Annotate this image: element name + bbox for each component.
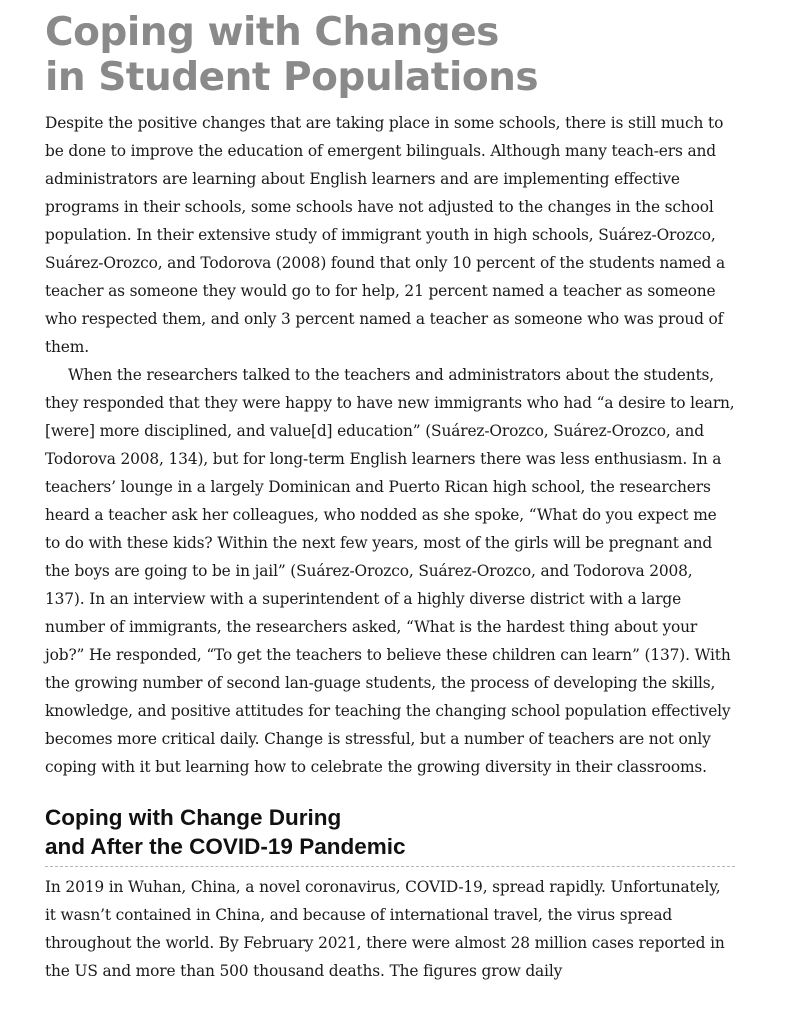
page-title: [45, 10, 735, 100]
page-content: [45, 10, 735, 985]
section-heading: [45, 803, 735, 867]
page-title-line-2: in Student Populations: [45, 55, 539, 100]
section-heading-line-2: and After the COVID-19 Pandemic: [45, 834, 406, 859]
section-paragraph: In 2019 in Wuhan, China, a novel coronavirus, COVID-19, spread rapidly. Unfortunately, it wasn’t contained in China, and because of international travel, the virus spread throughout the world. By February 2021, there were almost 28 million cases reported in the US and more than 500 thousand deaths. The figures grow daily: [45, 878, 725, 980]
body-paragraph-2: When the researchers talked to the teachers and administrators about the students, they responded that they were happy to have new immigrants who had “a desire to learn, [were] more disciplined, and value[d] education” (Suárez-Orozco, Suárez-Orozco, and Todorova 2008, 134), but for long-term English learners there was less enthusiasm. In a teachers’ lounge in a largely Dominican and Puerto Rican high school, the researchers heard a teacher ask her colleagues, who nodded as she spoke, “What do you expect me to do with these kids? Within the next few years, most of the girls will be pregnant and the boys are going to be in jail” (Suárez-Orozco, Suárez-Orozco, and Todorova 2008, 137). In an interview with a superintendent of a highly diverse district with a large number of immigrants, the researchers asked, “What is the hardest thing about your job?” He responded, “To get the teachers to believe these children can learn” (137). With the growing number of second lan-guage students, the process of developing the skills, knowledge, and positive attitudes for teaching the changing school population effectively becomes more critical daily. Change is stressful, but a number of teachers are not only coping with it but learning how to celebrate the growing diversity in their classrooms.: [45, 366, 735, 776]
body-paragraph-1: Despite the positive changes that are taking place in some schools, there is still much to be done to improve the education of emergent bilinguals. Although many teach-ers and administrators are learning about English learners and are implementing effective programs in their schools, some schools have not adjusted to the changes in the school population. In their extensive study of immigrant youth in high schools, Suárez-Orozco, Suárez-Orozco, and Todorova (2008) found that only 10 percent of the students named a teacher as someone they would go to for help, 21 percent named a teacher as someone who respected them, and only 3 percent named a teacher as someone who was proud of them.: [45, 114, 726, 356]
section-heading-line-1: Coping with Change During: [45, 805, 342, 830]
page-title-line-1: Coping with Changes: [45, 10, 499, 55]
